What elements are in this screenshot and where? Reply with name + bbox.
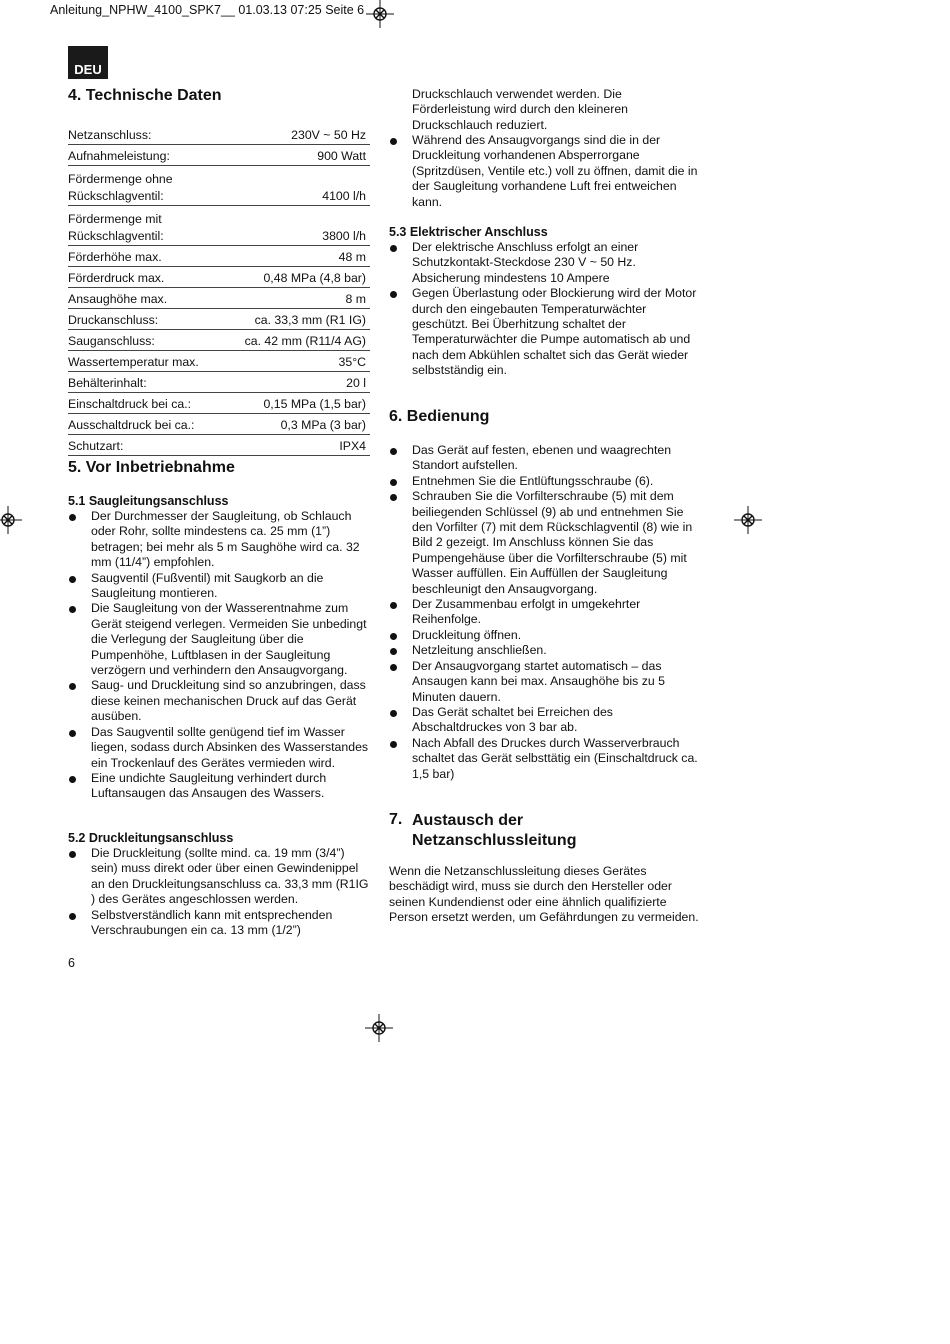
spec-row: [68, 351, 370, 372]
spec-label: Netzanschluss:: [68, 128, 152, 142]
spec-row: [68, 414, 370, 435]
continuation-text: Druckschlauch verwendet werden. Die Förderleistung wird durch den kleineren Druckschlauch reduziert.: [412, 87, 628, 132]
list-item: Der elektrische Anschluss erfolgt an einer Schutzkontakt-Steckdose 230 V ~ 50 Hz. Absicherung mindestens 10 Ampere: [389, 240, 699, 286]
spec-label: Druckanschluss:: [68, 313, 159, 327]
spec-value: IPX4: [339, 439, 366, 453]
pressure-line-continuation: [412, 87, 702, 133]
spec-label: Aufnahmeleistung:: [68, 149, 170, 163]
spec-value: 900 Watt: [317, 149, 366, 163]
spec-row: [68, 206, 370, 246]
list-item: Das Gerät auf festen, ebenen und waagrechten Standort aufstellen.: [389, 443, 699, 474]
list-item: Die Druckleitung (sollte mind. ca. 19 mm (3/4”) sein) muss direkt oder über einen Gewindenippel an den Druckleitungsanschluss ca. 33,3 mm (R1IG ) des Gerätes angeschlossen werden.: [68, 846, 370, 908]
spec-row: [68, 246, 370, 267]
pressure-line-list-b: [389, 133, 699, 210]
list-item: Das Saugventil sollte genügend tief im Wasser liegen, sodass durch Absinken des Wasserstandes ein Trockenlauf des Gerätes vermieden wird.: [68, 725, 370, 771]
spec-row: [68, 166, 370, 206]
list-item: Selbstverständlich kann mit entsprechenden Verschraubungen ein ca. 13 mm (1/2”): [68, 908, 370, 939]
spec-label: [68, 166, 222, 206]
technical-data-table: [68, 124, 370, 456]
list-item: Entnehmen Sie die Entlüftungsschraube (6).: [389, 474, 699, 489]
spec-value: 0,15 MPa (1,5 bar): [263, 397, 366, 411]
list-item: Die Saugleitung von der Wasserentnahme zum Gerät steigend verlegen. Vermeiden Sie unbedingt die Verlegung der Saugleitung über die Pumpenhöhe, Luftblasen in der Saugleitung verzögern und verhindern den Ansaugvorgang.: [68, 601, 370, 678]
section-7-heading: [412, 811, 576, 851]
spec-value: ca. 33,3 mm (R1 IG): [254, 313, 366, 327]
section-7-heading-line2: Netzanschlussleitung: [412, 832, 577, 849]
list-item: Saug- und Druckleitung sind so anzubringen, dass diese keinen mechanischen Druck auf das Gerät ausüben.: [68, 678, 370, 724]
spec-label-line1: Fördermenge mit: [68, 212, 162, 226]
list-item: Saugventil (Fußventil) mit Saugkorb an die Saugleitung montieren.: [68, 571, 370, 602]
section-5-heading: 5. Vor Inbetriebnahme: [68, 459, 235, 476]
spec-row: [68, 267, 370, 288]
pressure-line-list-a: [68, 846, 370, 938]
print-file-header: Anleitung_NPHW_4100_SPK7__ 01.03.13 07:25 Seite 6: [50, 3, 365, 17]
spec-value: 35°C: [338, 355, 366, 369]
list-item: Während des Ansaugvorgangs sind die in der Druckleitung vorhandenen Absperrorgane (Spritzdüsen, Ventile etc.) voll zu öffnen, damit die in der Saugleitung vorhandene Luft frei entweichen kann.: [389, 133, 699, 210]
spec-row: [68, 145, 370, 166]
spec-value: 0,48 MPa (4,8 bar): [263, 271, 366, 285]
list-item: Eine undichte Saugleitung verhindert durch Luftansaugen das Ansaugen des Wassers.: [68, 771, 370, 802]
registration-mark-icon: [734, 506, 762, 534]
spec-row: [68, 288, 370, 309]
spec-value: ca. 42 mm (R11/4 AG): [244, 334, 366, 348]
spec-label-line2: Rückschlagventil:: [68, 229, 164, 243]
page-number: 6: [68, 956, 75, 970]
spec-label: Wassertemperatur max.: [68, 355, 199, 369]
spec-value: 230V ~ 50 Hz: [291, 128, 366, 142]
spec-label: Förderdruck max.: [68, 271, 165, 285]
registration-mark-icon: [366, 0, 394, 28]
spec-value: 8 m: [345, 292, 366, 306]
list-item: Nach Abfall des Druckes durch Wasserverbrauch schaltet das Gerät selbsttätig ein (Einschaltdruck ca. 1,5 bar): [389, 736, 699, 782]
list-item: Der Durchmesser der Saugleitung, ob Schlauch oder Rohr, sollte mindestens ca. 25 mm (1”) betragen; bei mehr als 5 m Saughöhe wird ca. 32 mm (11/4”) empfohlen.: [68, 509, 370, 571]
spec-label: Förderhöhe max.: [68, 250, 162, 264]
spec-label: Behälterinhalt:: [68, 376, 147, 390]
spec-label-line1: Fördermenge ohne: [68, 172, 173, 186]
language-badge: DEU: [68, 46, 108, 79]
list-item: Das Gerät schaltet bei Erreichen des Abschaltdruckes von 3 bar ab.: [389, 705, 699, 736]
spec-row: [68, 393, 370, 414]
section-4-heading: 4. Technische Daten: [68, 87, 222, 104]
list-item: Der Ansaugvorgang startet automatisch – das Ansaugen kann bei max. Ansaughöhe bis zu 5 Minuten dauern.: [389, 659, 699, 705]
section-7-number: 7.: [389, 811, 403, 828]
subsection-5-1-heading: 5.1 Saugleitungsanschluss: [68, 494, 229, 508]
spec-row: [68, 435, 370, 456]
spec-value: 3800 l/h: [322, 229, 366, 243]
section-6-heading: 6. Bedienung: [389, 408, 490, 425]
section-7-heading-line1: Austausch der: [412, 812, 524, 829]
spec-row: [68, 309, 370, 330]
section-7-text: Wenn die Netzanschlussleitung dieses Gerätes beschädigt wird, muss sie durch den Hersteller oder seinen Kundendienst oder eine ähnlich qualifizierte Person ersetzt werden, um Gefährdungen zu vermeiden.: [389, 864, 699, 925]
spec-label: Sauganschluss:: [68, 334, 155, 348]
spec-label: Schutzart:: [68, 439, 124, 453]
spec-label-line2: Rückschlagventil:: [68, 189, 164, 203]
list-item: Netzleitung anschließen.: [389, 643, 699, 658]
subsection-5-2-heading: 5.2 Druckleitungsanschluss: [68, 831, 234, 845]
electrical-connection-list: [389, 240, 699, 379]
list-item: Druckleitung öffnen.: [389, 628, 699, 643]
list-item: Gegen Überlastung oder Blockierung wird der Motor durch den eingebauten Temperaturwächter geschützt. Bei Überhitzung schaltet der Temperaturwächter die Pumpe automatisch ab und nach dem Abkühlen schaltet sich das Gerät wieder selbstständig ein.: [389, 286, 699, 378]
registration-mark-icon: [0, 506, 22, 534]
spec-label: Ausschaltdruck bei ca.:: [68, 418, 195, 432]
registration-mark-icon: [365, 1014, 393, 1042]
spec-value: 20 l: [346, 376, 366, 390]
spec-value: 4100 l/h: [322, 189, 366, 203]
list-item: Der Zusammenbau erfolgt in umgekehrter Reihenfolge.: [389, 597, 699, 628]
spec-row: [68, 330, 370, 351]
list-item: Schrauben Sie die Vorfilterschraube (5) mit dem beiliegenden Schlüssel (9) ab und entnehmen Sie den Vorfilter (7) mit dem Rückschlagventil (8) wie in Bild 2 gezeigt. Im Anschluss können Sie das Pumpengehäuse über die Vorfilterschraube (5) mit Wasser auffüllen. Ein Auffüllen der Saugleitung beschleunigt den Ansaugvorgang.: [389, 489, 699, 597]
spec-row: [68, 372, 370, 393]
spec-label: Ansaughöhe max.: [68, 292, 168, 306]
spec-label: Einschaltdruck bei ca.:: [68, 397, 192, 411]
operation-list: [389, 443, 699, 782]
spec-label: [68, 206, 222, 246]
spec-value: 48 m: [338, 250, 366, 264]
suction-line-list: [68, 509, 370, 802]
subsection-5-3-heading: 5.3 Elektrischer Anschluss: [389, 225, 548, 239]
spec-row: [68, 124, 370, 145]
spec-value: 0,3 MPa (3 bar): [280, 418, 366, 432]
